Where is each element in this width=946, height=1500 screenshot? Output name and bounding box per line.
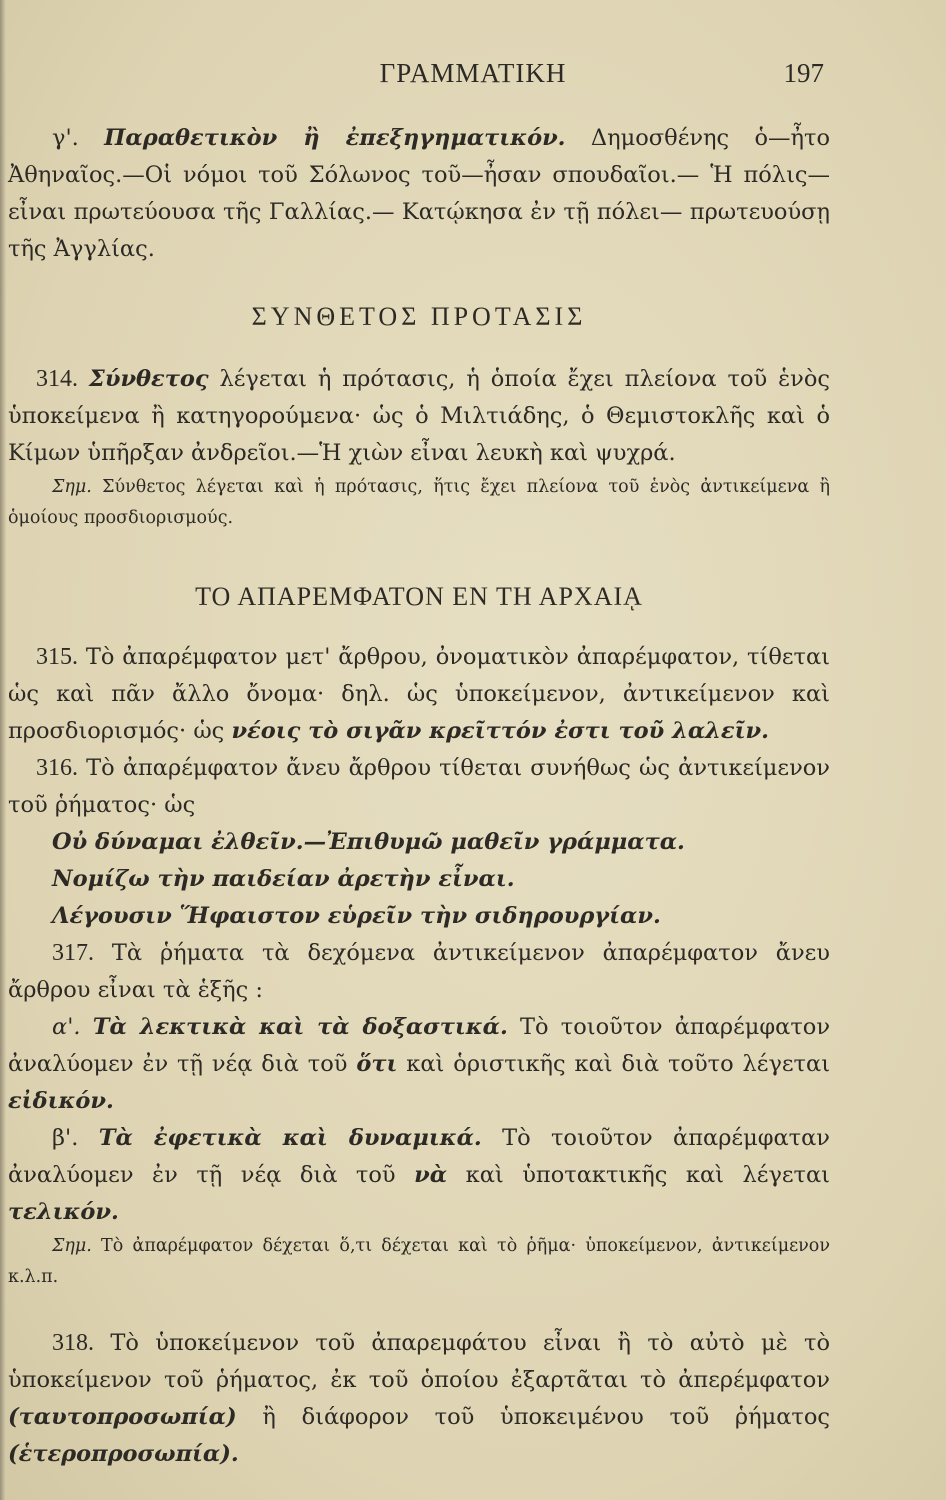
paragraph-text: ἢ διάφορον τοῦ ὑποκειμένου τοῦ ῥήματος: [262, 1404, 830, 1430]
gamma-term: Παραθετικὸν ἢ ἐπεξηγηματικόν.: [104, 125, 566, 151]
spacer: [8, 1293, 830, 1325]
paragraph-318: [8, 1325, 830, 1473]
paragraph-alpha: [8, 1009, 830, 1120]
term-compound: Σύνθετος: [88, 366, 209, 392]
term-same-person: (ταυτοπροσωπία): [8, 1404, 237, 1430]
paragraph-gamma: [8, 120, 830, 268]
paragraph-number: 317.: [52, 940, 94, 966]
note-text: Τὸ ἀπαρέμφατον δέχεται ὅ,τι δέχεται καὶ τὸ ῥῆμα· ὑποκείμενον, ἀντικείμενον κ.λ.π.: [8, 1236, 830, 1287]
alpha-label: εἰδικόν.: [8, 1088, 114, 1114]
alpha-marker: α'.: [52, 1014, 81, 1040]
note-text: Σύνθετος λέγεται καὶ ἡ πρότασις, ἥτις ἔχει πλείονα τοῦ ἑνὸς ἀντικείμενα ἢ ὁμοίους προσδιορισμούς.: [8, 477, 830, 528]
section-heading-infinitive: ΤΟ ΑΠΑΡΕΜΦΑΤΟΝ ΕΝ ΤΗ ΑΡΧΑΙᾼ: [195, 582, 643, 611]
page-body: [8, 120, 830, 1473]
running-title: ΓΡΑΜΜΑΤΙΚΗ: [379, 58, 567, 88]
page-header: [0, 58, 946, 98]
paragraph-text: λέγεται ἡ πρότασις, ἡ ὁποία ἔχει πλείονα τοῦ ἑνὸς ὑποκείμενα ἢ κατηγορούμενα· ὡς ὁ Μιλτιάδης, ὁ Θεμιστοκλῆς καὶ ὁ Κίμων ὑπῆρξαν ἀνδρεῖοι.—Ἡ χιὼν εἶναι λευκὴ καὶ ψυχρά.: [8, 366, 830, 466]
note-317: [8, 1231, 830, 1293]
example-line: Νομίζω τὴν παιδείαν ἀρετὴν εἶναι.: [52, 866, 515, 892]
term-different-person: (ἑτεροπροσωπία).: [8, 1441, 239, 1467]
beta-text: Τὸ τοιοῦτον ἀπαρέμφαταν ἀναλύομεν ἐν τῇ νέᾳ διὰ τοῦ: [8, 1125, 830, 1188]
note-label: Σημ.: [52, 477, 92, 497]
paragraph-text: Τὸ ὑποκείμενον τοῦ ἀπαρεμφάτου εἶναι ἢ τὸ αὐτὸ μὲ τὸ ὑποκείμενον τοῦ ῥήματος, ἐκ τοῦ ὁποίου ἐξαρτᾶται τὸ ἀπερέμφατον: [8, 1330, 830, 1393]
alpha-term: Τὰ λεκτικὰ καὶ τὰ δοξαστικά.: [92, 1014, 508, 1040]
paragraph-number: 315.: [36, 644, 78, 670]
beta-text: καὶ ὑποτακτικῆς καὶ λέγεται: [465, 1162, 831, 1188]
example-inline: νέοις τὸ σιγᾶν κρεῖττόν ἐστι τοῦ λαλεῖν.: [231, 718, 769, 744]
paragraph-314: [8, 361, 830, 472]
beta-term: Τὰ ἐφετικὰ καὶ δυναμικά.: [98, 1125, 482, 1151]
paragraph-text: Τὸ ἀπαρέμφατον μετ' ἄρθρου, ὀνοματικὸν ἀπαρέμφατον, τίθεται ὡς καὶ πᾶν ἄλλο ὄνομα· δηλ. ὡς ὑποκείμενον, ἀντικείμενον καὶ προσδιορισμός· ὡς: [8, 644, 830, 744]
paragraph-number: 316.: [36, 755, 78, 781]
paragraph-317: [8, 935, 830, 1009]
alpha-text: Τὸ τοιοῦτον ἀπαρέμφατον ἀναλύομεν ἐν τῇ νέᾳ διὰ τοῦ: [8, 1014, 831, 1077]
note-314: [8, 472, 830, 534]
page-edge-shadow: [0, 0, 6, 1500]
alpha-text: καὶ ὁριστικῆς καὶ διὰ τοῦτο λέγεται: [406, 1051, 831, 1077]
paragraph-text: Τὰ ῥήματα τὰ δεχόμενα ἀντικείμενον ἀπαρέμφατον ἄνευ ἄρθρου εἶναι τὰ ἑξῆς :: [8, 940, 830, 1003]
example-line: Λέγουσιν Ἥφαιστον εὑρεῖν τὴν σιδηρουργίαν.: [52, 903, 661, 929]
alpha-keyword: ὅτι: [356, 1051, 398, 1077]
paragraph-text: Τὸ ἀπαρέμφατον ἄνευ ἄρθρου τίθεται συνήθως ὡς ἀντικείμενον τοῦ ῥήματος· ὡς: [8, 755, 830, 818]
paragraph-316: [8, 750, 830, 824]
paragraph-number: 318.: [52, 1330, 94, 1356]
beta-label: τελικόν.: [8, 1199, 119, 1225]
paragraph-315: [8, 639, 830, 750]
beta-marker: β'.: [52, 1125, 79, 1151]
page-number: 197: [783, 58, 824, 88]
beta-keyword: νὰ: [414, 1162, 448, 1188]
paragraph-number: 314.: [36, 366, 78, 392]
paragraph-beta: [8, 1120, 830, 1231]
example-line: Οὐ δύναμαι ἐλθεῖν.—Ἐπιθυμῶ μαθεῖν γράμματα.: [52, 829, 685, 855]
gamma-marker: γ'.: [52, 125, 79, 151]
note-label: Σημ.: [52, 1236, 92, 1256]
gamma-text: Δημοσθένης ὁ—ἦτο Ἀθηναῖος.—Οἱ νόμοι τοῦ Σόλωνος τοῦ—ἦσαν σπουδαῖοι.— Ἡ πόλις— εἶναι πρωτεύουσα τῆς Γαλλίας.— Κατῴκησα ἐν τῇ πόλει— πρωτευούσῃ τῆς Ἀγγλίας.: [8, 125, 830, 262]
section-heading-compound-sentence: ΣΥΝΘΕΤΟΣ ΠΡΟΤΑΣΙΣ: [251, 302, 587, 331]
